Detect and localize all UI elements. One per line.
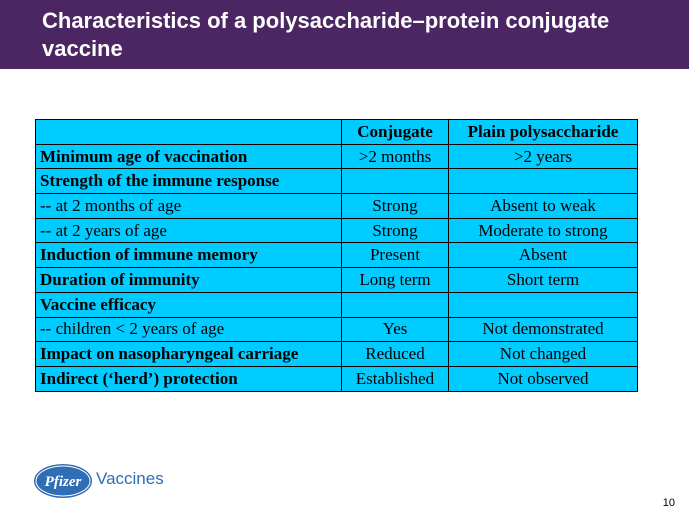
row-label: Indirect (‘herd’) protection: [36, 366, 342, 391]
title-bar: [0, 0, 689, 69]
row-label: Impact on nasopharyngeal carriage: [36, 342, 342, 367]
row-label: Minimum age of vaccination: [36, 144, 342, 169]
table-row: [36, 243, 638, 268]
cell-conjugate: Yes: [342, 317, 449, 342]
table-row: [36, 194, 638, 219]
table-row: [36, 144, 638, 169]
table-row: [36, 317, 638, 342]
table-row: [36, 366, 638, 391]
row-label: -- at 2 months of age: [36, 194, 342, 219]
cell-plain: Absent: [449, 243, 638, 268]
cell-plain: Short term: [449, 268, 638, 293]
table-header-row: [36, 120, 638, 145]
table-row: [36, 169, 638, 194]
page-number: 10: [662, 497, 675, 509]
cell-conjugate: >2 months: [342, 144, 449, 169]
cell-plain: [449, 292, 638, 317]
table-container: [35, 119, 638, 392]
cell-plain: [449, 169, 638, 194]
row-label: -- children < 2 years of age: [36, 317, 342, 342]
cell-plain: Not demonstrated: [449, 317, 638, 342]
header-cell-conjugate: Conjugate: [342, 120, 449, 145]
cell-conjugate: Present: [342, 243, 449, 268]
cell-conjugate: Reduced: [342, 342, 449, 367]
cell-plain: Not changed: [449, 342, 638, 367]
table-row: [36, 268, 638, 293]
slide-title: Characteristics of a polysaccharide–protein conjugate vaccine: [42, 8, 610, 61]
row-label: Duration of immunity: [36, 268, 342, 293]
cell-conjugate: [342, 169, 449, 194]
table-row: [36, 342, 638, 367]
cell-plain: Not observed: [449, 366, 638, 391]
cell-plain: >2 years: [449, 144, 638, 169]
cell-conjugate: Established: [342, 366, 449, 391]
comparison-table: [35, 119, 638, 392]
cell-plain: Moderate to strong: [449, 218, 638, 243]
row-label: Induction of immune memory: [36, 243, 342, 268]
pfizer-logo-wordmark: Pfizer: [44, 474, 82, 490]
table-row: [36, 292, 638, 317]
header-cell-plain: Plain polysaccharide: [449, 120, 638, 145]
table-row: [36, 218, 638, 243]
cell-conjugate: [342, 292, 449, 317]
header-cell-label: [36, 120, 342, 145]
cell-conjugate: Strong: [342, 218, 449, 243]
brand-vaccines-text: Vaccines: [96, 469, 164, 488]
cell-plain: Absent to weak: [449, 194, 638, 219]
row-label: Strength of the immune response: [36, 169, 342, 194]
row-label: -- at 2 years of age: [36, 218, 342, 243]
pfizer-logo-icon: [33, 463, 93, 499]
cell-conjugate: Strong: [342, 194, 449, 219]
cell-conjugate: Long term: [342, 268, 449, 293]
row-label: Vaccine efficacy: [36, 292, 342, 317]
